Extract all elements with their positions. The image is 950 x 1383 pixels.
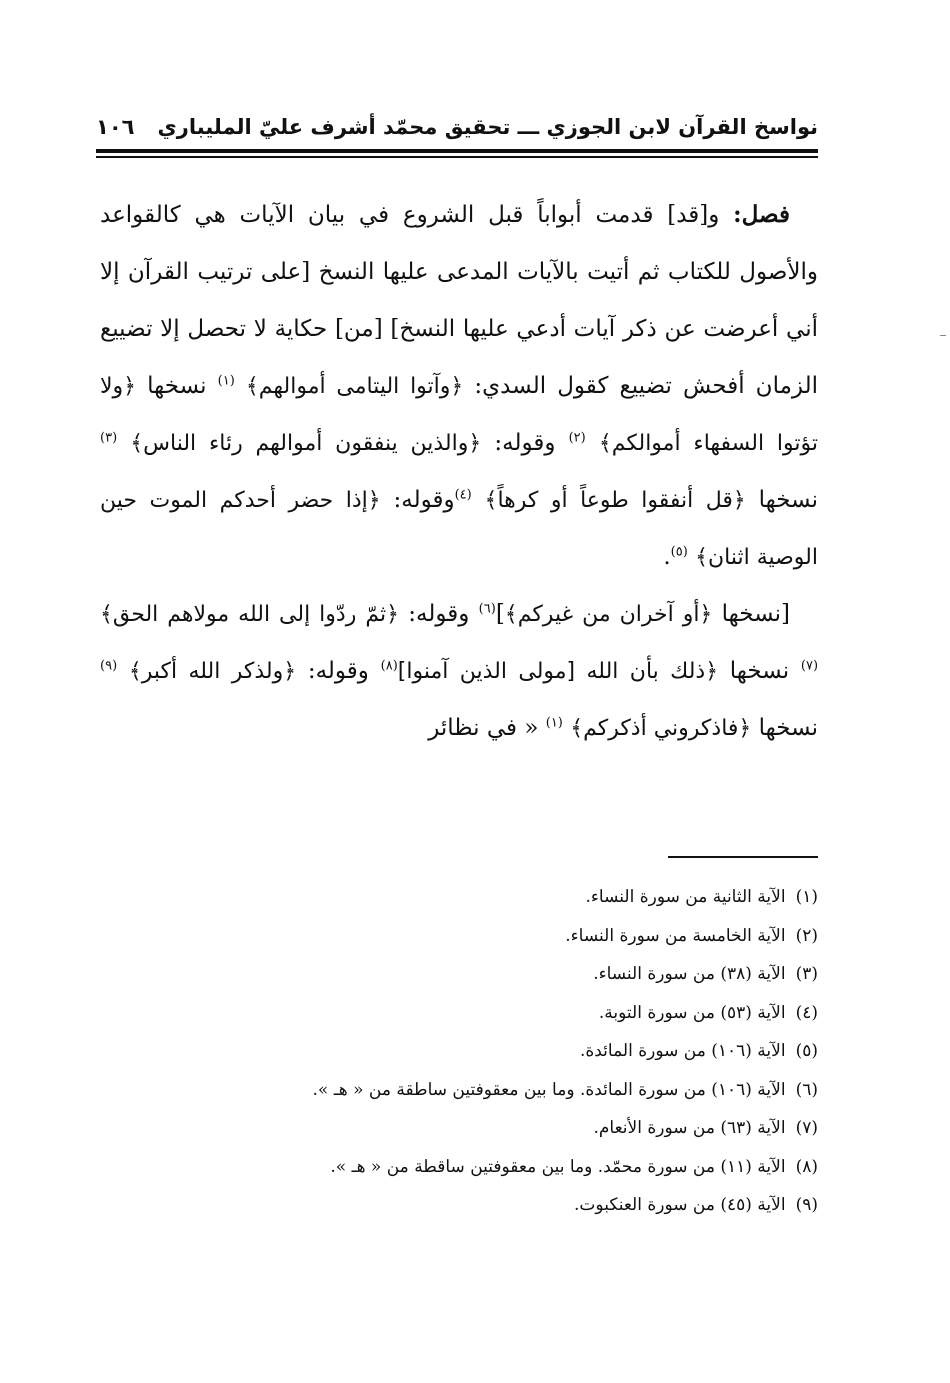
footnote-item <box>160 917 818 956</box>
footnote-number: (٧) <box>795 1118 818 1138</box>
paragraph-text: نسخها <box>718 658 801 684</box>
section-heading-fasl: فصل: <box>733 201 790 228</box>
paragraph-2 <box>100 586 818 757</box>
footnote-item <box>160 955 818 994</box>
footnote-text: الآية (١٠٦) من سورة المائدة. وما بين معقوفتين ساطقة من « هـ ». <box>312 1079 786 1100</box>
paragraph-text: . <box>663 544 671 570</box>
paragraph-text: وقوله: <box>296 658 381 684</box>
paragraph-text: نسخها <box>745 487 819 513</box>
footnote-text: الآية (٣٨) من سورة النساء. <box>593 964 786 984</box>
footnote-number: (٤) <box>795 1002 818 1023</box>
footnote-ref: (٦) <box>478 601 496 617</box>
footnote-item <box>160 1109 818 1148</box>
paragraph-text: [نسخها <box>712 601 790 627</box>
footnote-item <box>160 1186 818 1225</box>
paragraph-text: نسخها <box>751 715 818 741</box>
footnote-ref: (٩) <box>100 658 118 674</box>
footnote-ref: (١) <box>545 715 563 731</box>
footnote-text: الآية الثانية من سورة النساء. <box>585 887 786 907</box>
footnote-text: الآية (١١) من سورة محمّد. وما بين معقوفتين ساقطة من « هـ ». <box>330 1156 786 1177</box>
footnote-text: الآية الخامسة من سورة النساء. <box>565 925 786 946</box>
footnotes <box>160 878 818 1225</box>
paragraph-text: ] <box>495 601 505 627</box>
footnote-text: الآية (٦٣) من سورة الأنعام. <box>593 1118 786 1138</box>
footnote-item <box>160 994 818 1033</box>
header-rule-thin <box>96 156 818 158</box>
footnote-item <box>160 878 818 917</box>
quran-verse: ﴿فاذكروني أذكركم﴾ <box>570 716 752 741</box>
footnote-text: الآية (٥٣) من سورة التوبة. <box>598 1002 786 1023</box>
quran-verse: ﴿ثمّ ردّوا إلى الله مولاهم الحق﴾ <box>100 602 399 627</box>
footnote-ref: (٣) <box>100 430 118 446</box>
quran-verse: ﴿ذلك بأن الله [مولى الذين آمنوا] <box>397 659 719 684</box>
paragraph-1 <box>100 186 818 586</box>
footnote-number: (١) <box>795 887 818 907</box>
footnote-separator <box>668 856 818 858</box>
footnote-ref: (٢) <box>568 430 586 446</box>
footnote-ref: (٨) <box>380 658 398 674</box>
footnote-number: (٦) <box>795 1079 818 1100</box>
running-header <box>96 108 818 146</box>
page-number: ١٠٦ <box>96 115 135 139</box>
quran-verse: ﴿ولذكر الله أكبر﴾ <box>128 659 297 684</box>
footnote-item <box>160 1032 818 1071</box>
paragraph-text: وقوله: <box>481 430 569 456</box>
running-header-title: نواسخ القرآن لابن الجوزي ـــ تحقيق محمّد أشرف عليّ المليباري <box>157 115 818 139</box>
footnote-text: الآية (١٠٦) من سورة المائدة. <box>579 1041 786 1061</box>
quran-verse: ﴿قل أنفقوا طوعاً أو كرهاً﴾ <box>484 488 746 513</box>
footnote-item <box>160 1148 818 1187</box>
paragraph-text: نسخها <box>136 373 218 399</box>
header-rule-thick <box>96 149 818 153</box>
footnote-ref: (٥) <box>670 544 688 560</box>
footnote-number: (٩) <box>795 1195 818 1215</box>
quran-verse: ﴿والذين ينفقون أموالهم رئاء الناس﴾ <box>130 431 482 456</box>
quran-verse: ﴿وآتوا اليتامى أموالهم﴾ <box>245 374 464 399</box>
quran-verse: ﴿إذا حضر أحدكم الموت حين الوصية اثنان﴾ <box>100 488 818 570</box>
paragraph-text: وقوله: <box>398 601 479 627</box>
footnote-item <box>160 1071 818 1110</box>
footnote-number: (٢) <box>795 925 818 946</box>
paragraph-text: وقوله: <box>380 487 455 513</box>
footnote-ref: (٤) <box>454 487 472 503</box>
paragraph-text: و[قد] قدمت أبواباً قبل الشروع في بيان الآيات هي كالقواعد والأصول للكتاب ثم أتيت بالآيات المدعى عليها النسخ [على ترتيب القرآن إلا أني أعرضت عن ذكر آيات أدعي عليها النسخ] [من] حكاية لا تحصل إلا تضييع الزمان أفحش تضييع كقول السدي: <box>100 202 818 399</box>
footnote-ref: (٧) <box>800 658 819 674</box>
footnote-number: (٨) <box>795 1156 818 1177</box>
footnote-number: (٣) <box>795 964 818 984</box>
quran-verse: ﴿ولا تؤتوا السفهاء أموالكم﴾ <box>100 374 818 456</box>
main-text <box>100 186 818 757</box>
scan-margin-mark <box>940 335 946 336</box>
footnote-number: (٥) <box>795 1041 818 1061</box>
footnote-ref: (١) <box>217 373 235 389</box>
paragraph-text: « في نظائر <box>428 715 546 741</box>
footnote-text: الآية (٤٥) من سورة العنكبوت. <box>574 1195 786 1215</box>
quran-verse: ﴿أو آخران من غيركم﴾ <box>504 602 713 627</box>
